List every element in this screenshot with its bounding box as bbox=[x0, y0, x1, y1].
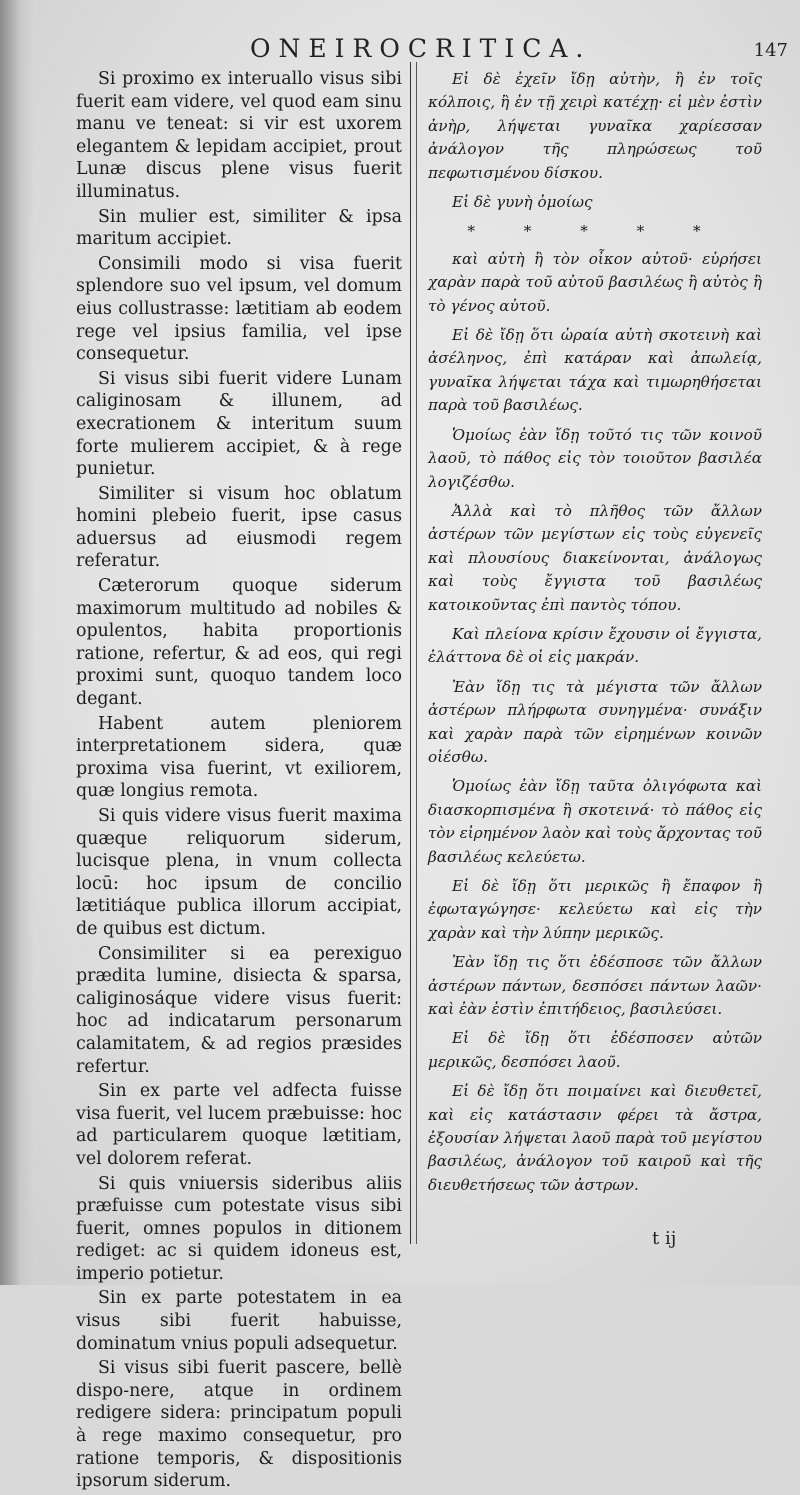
greek-paragraph: Εἰ δὲ ἴδῃ ὅτι μερικῶς ἢ ἔπαφον ἢ ἐφωταγώγησε· κελεύετω καὶ εἰς τὴν χαρὰν καὶ τὴν λύπην μερικῶς. bbox=[428, 877, 762, 942]
latin-paragraph: Si proximo ex interuallo visus sibi fuerit eam videre, vel quod eam sinu manu ve teneat: si vir est uxorem elegantem & lepidam accipiet, prout Lunæ discus plene visus fuerit illuminatus. bbox=[76, 69, 402, 202]
greek-paragraph: καὶ αὐτὴ ἢ τὸν οἶκον αὐτοῦ· εὑρήσει χαρὰν παρὰ τοῦ αὐτοῦ βασιλέως ἢ αὐτὸς ἢ τὸ γένος αὐτοῦ. bbox=[428, 249, 762, 315]
column-divider bbox=[410, 62, 411, 1244]
column-divider-inner bbox=[416, 62, 417, 1244]
lacuna-asterisks: * * * * * bbox=[467, 222, 723, 241]
latin-paragraph: Sin ex parte vel adfecta fuisse visa fuerit, vel lucem præbuisse: hoc ad particularem quoque lætitiam, vel dolorem referat. bbox=[76, 1081, 402, 1169]
latin-paragraph: Sin mulier est, similiter & ipsa maritum accipiet. bbox=[76, 206, 402, 250]
latin-paragraph: Si quis vniuersis sideribus aliis præfuisse cum potestate visus sibi fuerit, omnes populos in ditionem rediget: ac si quidem idoneus est, imperio potietur. bbox=[76, 1173, 402, 1284]
greek-column bbox=[428, 68, 762, 1203]
greek-paragraph: Καὶ πλείονα κρίσιν ἔχουσιν οἱ ἔγγιστα, ἐλάττονα δὲ οἱ εἰς μακράν. bbox=[428, 624, 762, 667]
latin-paragraph: Si visus sibi fuerit videre Lunam caliginosam & illunem, ad execrationem & interitum suum forte mulierem accipiet, & à rege punietur. bbox=[76, 368, 402, 480]
latin-paragraph: Si visus sibi fuerit pascere, bellè dispo-nere, atque in ordinem redigere sidera: principatum populi à rege maximo consequetur, pro ratione temporis, & dispositionis ipsorum siderum. bbox=[76, 1358, 402, 1492]
greek-paragraph: Εἰ δὲ ἴδῃ ὅτι ἐδέσποσεν αὐτῶν μερικῶς, δεσπόσει λαοῦ. bbox=[428, 1029, 762, 1071]
latin-paragraph: Habent autem pleniorem interpretationem sidera, quæ proxima visa fuerint, vt exiliorem, quæ longius remota. bbox=[76, 713, 402, 802]
page-number: 147 bbox=[753, 40, 788, 61]
greek-paragraph: Ἀλλὰ καὶ τὸ πλῆθος τῶν ἄλλων ἀστέρων τῶν μεγίστων εἰς τοὺς εὐγενεῖς καὶ πλουσίους διακείνονται, ἀνάλογως καὶ τοὺς ἔγγιστα τοῦ βασιλέως κατοικοῦντας ἐπὶ παντὸς τόπου. bbox=[428, 501, 762, 614]
latin-paragraph: Consimiliter si ea perexiguo prædita lumine, disiecta & sparsa, caliginosáque videre visus fuerit: hoc ad indicatarum personarum calamitatem, & ad regios præsides refertur. bbox=[76, 943, 402, 1077]
latin-paragraph: Consimili modo si visa fuerit splendore suo vel ipsum, vel domum eius collustrasse: lætitiam ab eodem rege vel ipsius familia, vel ipse consequetur. bbox=[76, 253, 402, 365]
greek-paragraph: Ὁμοίως ἐὰν ἴδῃ τοῦτό τις τῶν κοινοῦ λαοῦ, τὸ πάθος εἰς τὸν τοιοῦτον βασιλέα λογιζέσθω. bbox=[428, 425, 762, 491]
latin-paragraph: Sin ex parte potestatem in ea visus sibi fuerit habuisse, dominatum vnius populi adsequetur. bbox=[76, 1288, 402, 1354]
gutter-shadow bbox=[0, 0, 34, 1285]
greek-paragraph: Ὁμοίως ἐὰν ἴδῃ ταῦτα ὀλιγόφωτα καὶ διασκορπισμένα ἢ σκοτεινά· τὸ πάθος εἰς τὸν εἰρημένον λαὸν καὶ τοὺς ἄρχοντας τοῦ βασιλέως κελεύετω. bbox=[428, 777, 762, 866]
greek-paragraph: Εἰ δὲ ἴδῃ ὅτι ποιμαίνει καὶ διευθετεῖ, καὶ εἰς κατάστασιν φέρει τὰ ἄστρα, ἐξουσίαν λήψεται λαοῦ παρὰ τοῦ μεγίστου βασιλέως, ἀνάλογον τοῦ καιροῦ καὶ τῆς διευθετήσεως τῶν ἀστρων. bbox=[428, 1082, 762, 1194]
running-title: ONEIROCRITICA. bbox=[250, 34, 592, 63]
greek-paragraph: Εἰ δὲ ἐχεῖν ἴδῃ αὐτὴν, ἢ ἐν τοῖς κόλποις, ἢ ἐν τῇ χειρὶ κατέχῃ· εἰ μὲν ἐστὶν ἀνὴρ, λήψεται γυναῖκα χαρίεσσαν ἀνάλογον τῆς πληρώσεως τοῦ πεφωτισμένου δίσκου. bbox=[428, 70, 762, 182]
latin-column bbox=[76, 68, 402, 1495]
signature-mark: t ij bbox=[652, 1228, 677, 1249]
greek-paragraph: Εἰ δὲ ἴδῃ ὅτι ὡραία αὐτὴ σκοτεινὴ καὶ ἀσέληνος, ἐπὶ κατάραν καὶ ἀπωλείᾳ, γυναῖκα λήψεται τάχα καὶ τιμωρηθήσεται παρὰ τοῦ βασιλέως. bbox=[428, 326, 762, 415]
latin-paragraph: Similiter si visum hoc oblatum homini plebeio fuerit, ipse casus aduersus ad eiusmodi regem referatur. bbox=[76, 483, 402, 572]
latin-paragraph: Cæterorum quoque siderum maximorum multitudo ad nobiles & opulentos, habita proportionis ratione, refertur, & ad eos, qui regi proximi sunt, quoquo tandem loco degant. bbox=[76, 576, 402, 710]
greek-paragraph: Εἰ δὲ γυνὴ ὁμοίως bbox=[452, 193, 593, 212]
greek-paragraph: Ἐὰν ἴδῃ τις τὰ μέγιστα τῶν ἄλλων ἀστέρων πλήρφωτα συνηγμένα· συνάξιν καὶ χαρὰν παρὰ τῶν εἰρημένων κοινῶν οἰέσθω. bbox=[428, 677, 762, 766]
greek-paragraph: Ἐὰν ἴδῃ τις ὅτι ἐδέσποσε τῶν ἄλλων ἀστέρων πάντων, δεσπόσει πάντων λαῶν· καὶ ἐὰν ἐστὶν ἐπιτήδειος, βασιλεύσει. bbox=[428, 953, 762, 1019]
latin-paragraph: Si quis videre visus fuerit maxima quæque reliquorum siderum, lucisque plena, in vnum collecta locū: hoc ipsum de concilio lætitiáque publica illorum accipiat, de quibus est dictum. bbox=[76, 806, 402, 939]
